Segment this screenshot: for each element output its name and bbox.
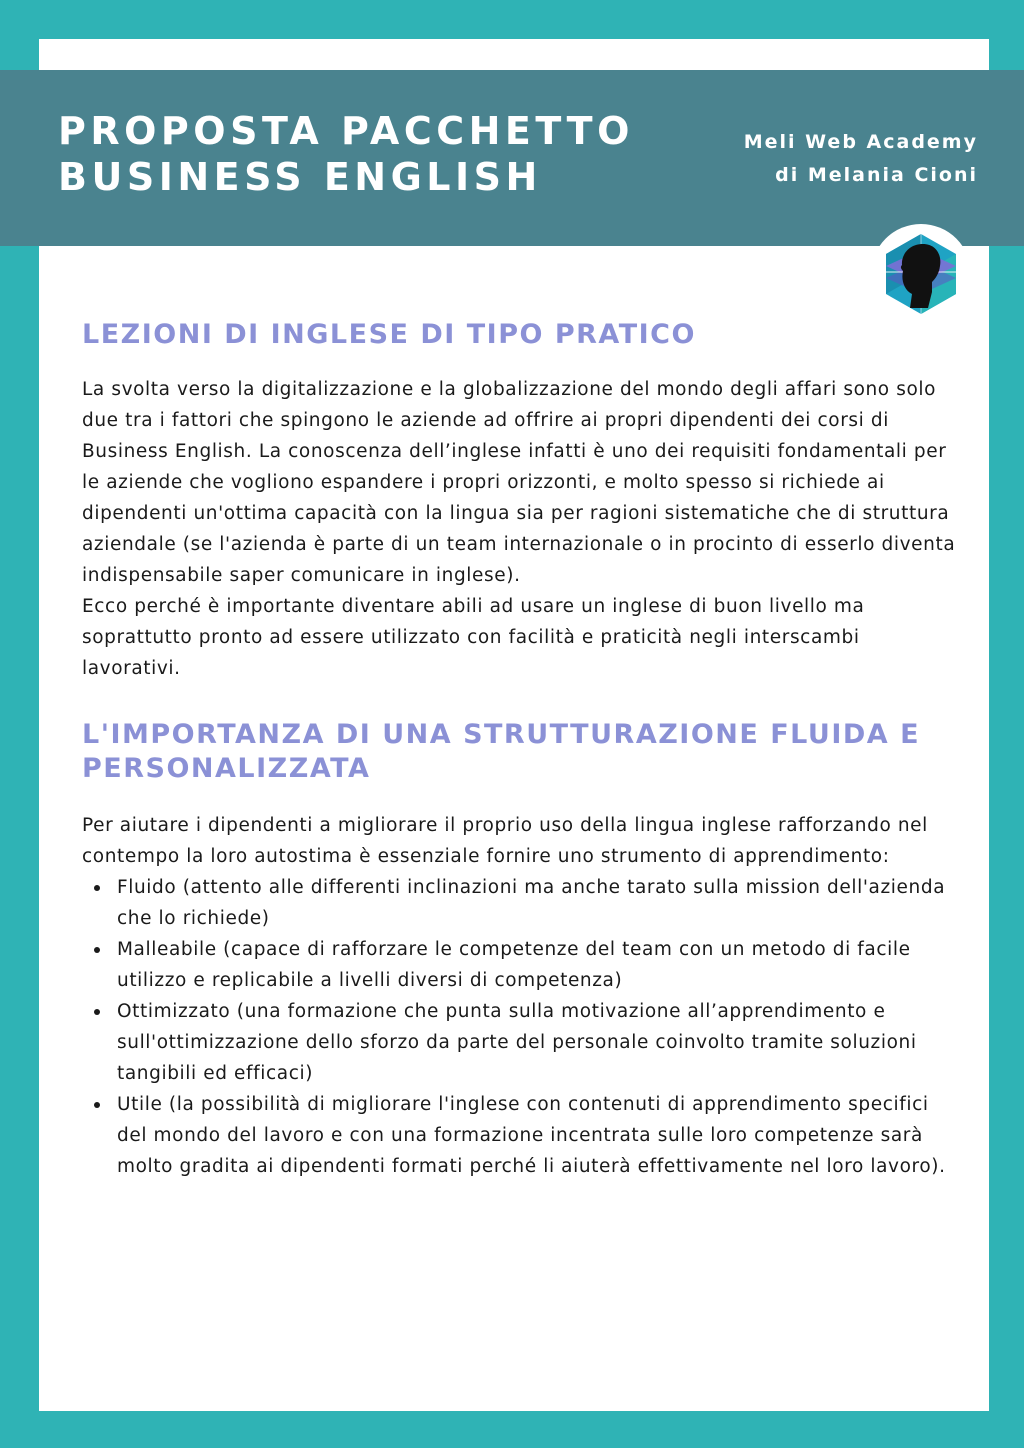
brand-author: di Melania Cioni	[775, 164, 978, 186]
section-heading-practical-lessons: LEZIONI DI INGLESE DI TIPO PRATICO	[82, 319, 696, 350]
section-paragraph: La svolta verso la digitalizzazione e la globalizzazione del mondo degli affari sono solo due tra i fattori che spingono le aziende ad offrire ai propri dipendenti dei corsi di Business English. La conoscenza dell’inglese infatti è uno dei requisiti fondamentali per le aziende che vogliono espandere i propri orizzonti, e molto spesso si richiede ai dipendenti un'ottima capacità con la lingua sia per ragioni sistematiche che di struttura aziendale (se l'azienda è parte di un team internazionale o in procinto di esserlo diventa indispensabile saper comunicare in inglese).	[82, 379, 956, 586]
head-silhouette-cube-logo-icon	[868, 222, 974, 326]
bullet-icon	[94, 885, 100, 891]
document-content	[82, 318, 962, 1182]
section-paragraph: Ecco perché è importante diventare abili ad usare un inglese di buon livello ma soprattutto pronto ad essere utilizzato con facilità e praticità negli interscambi lavorativi.	[82, 596, 865, 679]
list-item-text: Fluido (attento alle differenti inclinazioni ma anche tarato sulla mission dell'azienda che lo richiede)	[117, 877, 946, 929]
title-line-2: BUSINESS ENGLISH	[58, 155, 542, 199]
list-item-text: Ottimizzato (una formazione che punta sulla motivazione all’apprendimento e sull'ottimizzazione dello sforzo da parte del personale coinvolto tramite soluzioni tangibili ed efficaci)	[117, 1001, 917, 1084]
bullet-list	[82, 872, 962, 1182]
list-item-text: Utile (la possibilità di migliorare l'inglese con contenuti di apprendimento specifici del mondo del lavoro e con una formazione incentrata sulle loro competenze sarà molto gradita ai dipendenti formati perché li aiuterà effettivamente nel loro lavoro).	[117, 1094, 946, 1177]
list-item-text: Malleabile (capace di rafforzare le competenze del team con un metodo di facile utilizzo e replicabile a livelli diversi di competenza)	[117, 939, 911, 991]
section-intro: Per aiutare i dipendenti a migliorare il proprio uso della lingua inglese rafforzando nel contempo la loro autostima è essenziale fornire uno strumento di apprendimento:	[82, 815, 928, 867]
section-heading-structuring: L'IMPORTANZA DI UNA STRUTTURAZIONE FLUIDA E PERSONALIZZATA	[82, 719, 921, 784]
list-item	[82, 996, 962, 1089]
list-item	[82, 872, 962, 934]
brand-name: Meli Web Academy	[743, 131, 978, 153]
bullet-icon	[94, 1009, 100, 1015]
bullet-icon	[94, 947, 100, 953]
title-line-1: PROPOSTA PACCHETTO	[58, 109, 634, 153]
list-item	[82, 934, 962, 996]
list-item	[82, 1089, 962, 1182]
brand-block	[744, 126, 978, 192]
document-title	[58, 108, 634, 200]
bullet-icon	[94, 1102, 100, 1108]
